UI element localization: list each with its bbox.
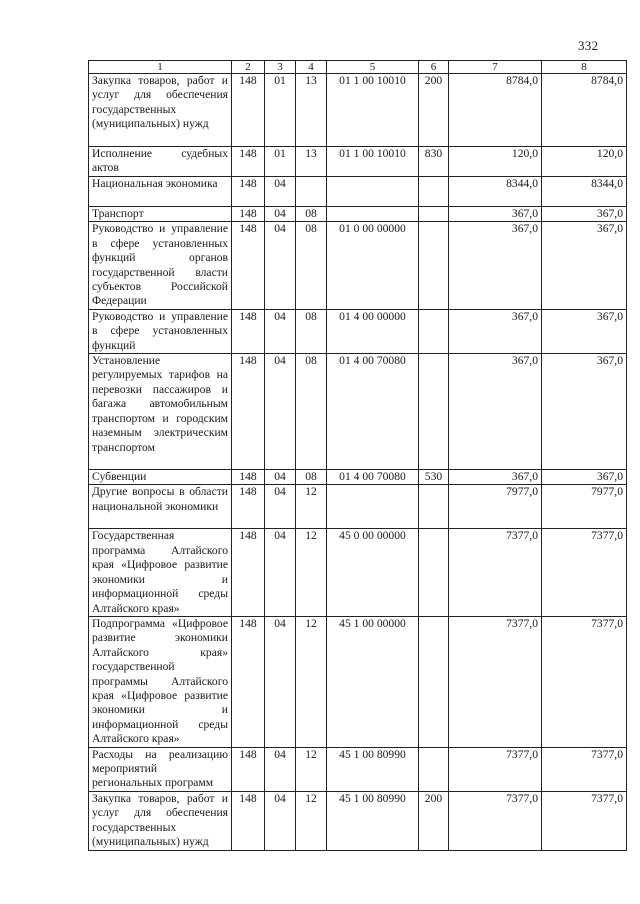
table-row	[89, 309, 627, 353]
row-name: Национальная экономика	[89, 177, 232, 207]
target-code	[327, 207, 419, 222]
section-code: 04	[265, 529, 296, 616]
amount-2: 7977,0	[542, 485, 627, 529]
target-code: 01 0 00 00000	[327, 222, 419, 309]
section-code: 04	[265, 485, 296, 529]
section-code: 04	[265, 354, 296, 470]
row-name: Государственная программа Алтайского края «Цифровое развитие экономики и информационной среды Алтайского края»	[89, 529, 232, 616]
amount-1: 7377,0	[449, 616, 542, 747]
row-name: Закупка товаров, работ и услуг для обеспечения государственных (муниципальных) нужд	[89, 791, 232, 850]
subsection-code: 08	[296, 354, 327, 470]
row-name: Субвенции	[89, 470, 232, 485]
table-row	[89, 207, 627, 222]
subsection-code: 13	[296, 147, 327, 177]
expense-type-code	[419, 485, 449, 529]
amount-1: 8784,0	[449, 74, 542, 147]
table-row	[89, 222, 627, 309]
subsection-code: 08	[296, 309, 327, 353]
column-header: 1	[89, 61, 232, 74]
amount-1: 7377,0	[449, 529, 542, 616]
page-number: 332	[578, 38, 599, 53]
section-code: 04	[265, 470, 296, 485]
row-name: Руководство и управление в сфере установленных функций	[89, 309, 232, 353]
section-code: 04	[265, 207, 296, 222]
admin-code: 148	[232, 177, 265, 207]
row-name: Расходы на реализацию мероприятий региональных программ	[89, 747, 232, 791]
amount-2: 7377,0	[542, 747, 627, 791]
expense-type-code: 530	[419, 470, 449, 485]
row-name: Исполнение судебных актов	[89, 147, 232, 177]
subsection-code: 12	[296, 485, 327, 529]
target-code: 01 1 00 10010	[327, 74, 419, 147]
column-header: 6	[419, 61, 449, 74]
amount-1: 367,0	[449, 207, 542, 222]
target-code: 45 0 00 00000	[327, 529, 419, 616]
amount-2: 8784,0	[542, 74, 627, 147]
amount-1: 7977,0	[449, 485, 542, 529]
section-code: 04	[265, 791, 296, 850]
target-code: 45 1 00 00000	[327, 616, 419, 747]
amount-1: 367,0	[449, 222, 542, 309]
amount-2: 367,0	[542, 470, 627, 485]
table-row	[89, 74, 627, 147]
expense-type-code	[419, 747, 449, 791]
admin-code: 148	[232, 485, 265, 529]
amount-1: 7377,0	[449, 791, 542, 850]
admin-code: 148	[232, 529, 265, 616]
expense-type-code	[419, 616, 449, 747]
subsection-code	[296, 177, 327, 207]
admin-code: 148	[232, 222, 265, 309]
expense-type-code	[419, 354, 449, 470]
row-name: Руководство и управление в сфере установленных функций органов государственной власти субъектов Российской Федерации	[89, 222, 232, 309]
amount-2: 7377,0	[542, 529, 627, 616]
admin-code: 148	[232, 747, 265, 791]
subsection-code: 12	[296, 616, 327, 747]
amount-2: 7377,0	[542, 791, 627, 850]
target-code: 45 1 00 80990	[327, 747, 419, 791]
expense-type-code: 200	[419, 791, 449, 850]
column-header: 7	[449, 61, 542, 74]
row-name: Закупка товаров, работ и услуг для обеспечения государственных (муниципальных) нужд	[89, 74, 232, 147]
subsection-code: 12	[296, 529, 327, 616]
amount-1: 7377,0	[449, 747, 542, 791]
section-code: 04	[265, 309, 296, 353]
subsection-code: 08	[296, 222, 327, 309]
amount-1: 367,0	[449, 354, 542, 470]
column-header: 3	[265, 61, 296, 74]
table-row	[89, 147, 627, 177]
amount-1: 367,0	[449, 470, 542, 485]
expense-type-code	[419, 207, 449, 222]
column-header: 4	[296, 61, 327, 74]
admin-code: 148	[232, 74, 265, 147]
expense-type-code	[419, 309, 449, 353]
expense-type-code: 200	[419, 74, 449, 147]
admin-code: 148	[232, 207, 265, 222]
column-header: 5	[327, 61, 419, 74]
amount-2: 367,0	[542, 354, 627, 470]
table-row	[89, 529, 627, 616]
target-code: 01 1 00 10010	[327, 147, 419, 177]
admin-code: 148	[232, 470, 265, 485]
subsection-code: 08	[296, 207, 327, 222]
table-row	[89, 354, 627, 470]
row-name: Транспорт	[89, 207, 232, 222]
amount-1: 120,0	[449, 147, 542, 177]
subsection-code: 12	[296, 791, 327, 850]
target-code: 01 4 00 70080	[327, 354, 419, 470]
expense-type-code	[419, 177, 449, 207]
admin-code: 148	[232, 791, 265, 850]
amount-2: 367,0	[542, 207, 627, 222]
expense-type-code	[419, 222, 449, 309]
expense-type-code: 830	[419, 147, 449, 177]
table-row	[89, 747, 627, 791]
target-code: 01 4 00 70080	[327, 470, 419, 485]
table-header-row	[89, 61, 627, 74]
target-code	[327, 177, 419, 207]
subsection-code: 13	[296, 74, 327, 147]
target-code: 01 4 00 00000	[327, 309, 419, 353]
section-code: 04	[265, 177, 296, 207]
column-header: 8	[542, 61, 627, 74]
row-name: Подпрограмма «Цифровое развитие экономики Алтайского края» государственной программы Алтайского края «Цифровое развитие экономики и информационной среды Алтайского края»	[89, 616, 232, 747]
amount-2: 120,0	[542, 147, 627, 177]
amount-1: 367,0	[449, 309, 542, 353]
amount-2: 367,0	[542, 309, 627, 353]
column-header: 2	[232, 61, 265, 74]
table-row	[89, 616, 627, 747]
row-name: Установление регулируемых тарифов на перевозки пассажиров и багажа автомобильным транспортом и городским наземным электрическим транспортом	[89, 354, 232, 470]
budget-table	[88, 60, 627, 851]
table-row	[89, 485, 627, 529]
amount-1: 8344,0	[449, 177, 542, 207]
table-row	[89, 177, 627, 207]
row-name: Другие вопросы в области национальной экономики	[89, 485, 232, 529]
amount-2: 7377,0	[542, 616, 627, 747]
admin-code: 148	[232, 616, 265, 747]
table-row	[89, 791, 627, 850]
section-code: 01	[265, 147, 296, 177]
target-code	[327, 485, 419, 529]
expense-type-code	[419, 529, 449, 616]
amount-2: 8344,0	[542, 177, 627, 207]
amount-2: 367,0	[542, 222, 627, 309]
section-code: 04	[265, 222, 296, 309]
section-code: 04	[265, 747, 296, 791]
table-row	[89, 470, 627, 485]
admin-code: 148	[232, 309, 265, 353]
admin-code: 148	[232, 147, 265, 177]
subsection-code: 08	[296, 470, 327, 485]
target-code: 45 1 00 80990	[327, 791, 419, 850]
section-code: 04	[265, 616, 296, 747]
admin-code: 148	[232, 354, 265, 470]
subsection-code: 12	[296, 747, 327, 791]
section-code: 01	[265, 74, 296, 147]
